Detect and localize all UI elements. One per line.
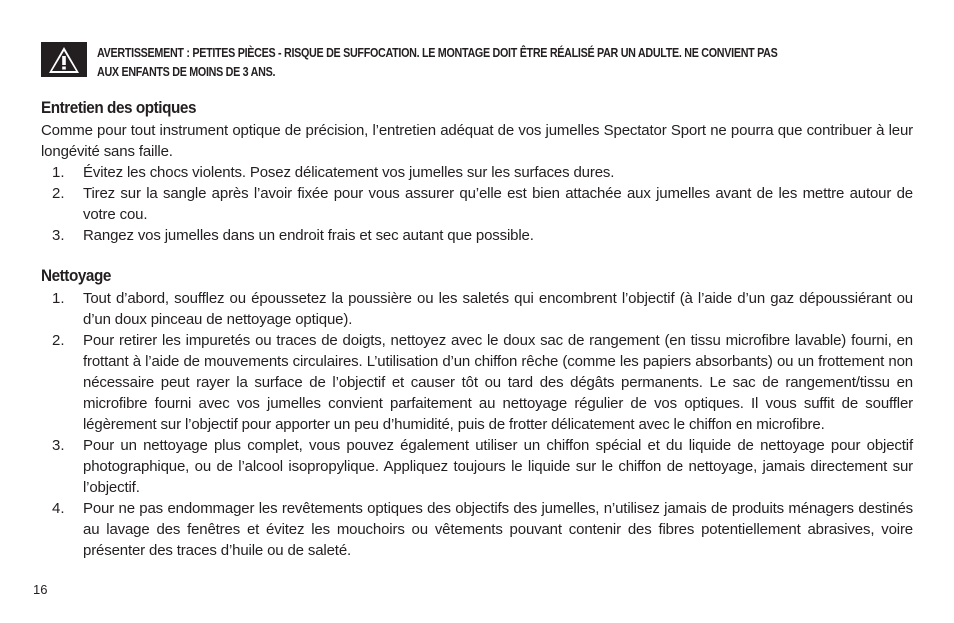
list-item bbox=[41, 330, 913, 435]
warning-text: AVERTISSEMENT : PETITES PIÈCES - RISQUE DE SUFFOCATION. LE MONTAGE DOIT ÊTRE RÉALISÉ PAR UN ADULTE. NE CONVIENT PAS AUX ENFANTS DE MOINS DE 3 ANS. bbox=[97, 46, 778, 79]
item-text: Pour retirer les impuretés ou traces de doigts, nettoyez avec le doux sac de rangement (en tissu microfibre lavable) fourni, en frottant à l’aide de mouvements circulaires. L’utilisation d’un chiffon rêche (comme les papiers absorbants) ou un frottement non nécessaire peut rayer la surface de l’objectif et causer tôt ou tard des dégâts permanents. Le sac de rangement/tissu en microfibre fourni avec vos jumelles convient parfaitement au nettoyage régulier de vos optiques. Il vous suffit de souffler légèrement sur l’objectif pour apporter un peu d’humidité, puis de frotter délicatement avec le chiffon en microfibre. bbox=[83, 332, 913, 433]
list-item bbox=[41, 288, 913, 330]
content bbox=[41, 96, 913, 561]
list-item bbox=[41, 435, 913, 498]
item-number: 1. bbox=[52, 290, 65, 307]
list-item bbox=[41, 162, 913, 183]
list-item bbox=[41, 498, 913, 561]
care-list bbox=[41, 162, 913, 246]
item-number: 3. bbox=[52, 437, 65, 454]
item-number: 4. bbox=[52, 500, 65, 517]
item-text: Pour ne pas endommager les revêtements optiques des objectifs des jumelles, n’utilisez jamais de produits ménagers destinés au lavage des fenêtres et évitez les mouchoirs ou vêtements pouvant contenir des fibres potentiellement abrasives, voire présenter des traces d’huile ou de saleté. bbox=[83, 500, 913, 559]
item-text: Évitez les chocs violents. Posez délicatement vos jumelles sur les surfaces dures. bbox=[83, 164, 615, 181]
item-number: 3. bbox=[52, 227, 65, 244]
section-title-care: Entretien des optiques bbox=[41, 98, 197, 117]
warning-block bbox=[41, 42, 913, 82]
section-title-cleaning: Nettoyage bbox=[41, 266, 111, 285]
list-item bbox=[41, 225, 913, 246]
item-number: 2. bbox=[52, 332, 65, 349]
warning-triangle-icon bbox=[41, 42, 87, 77]
item-text: Rangez vos jumelles dans un endroit frais et sec autant que possible. bbox=[83, 227, 534, 244]
cleaning-list bbox=[41, 288, 913, 561]
item-text: Pour un nettoyage plus complet, vous pouvez également utiliser un chiffon spécial et du liquide de nettoyage pour objectif photographique, ou de l’alcool isopropylique. Appliquez toujours le liquide sur le chiffon de nettoyage, jamais directement sur l’objectif. bbox=[83, 437, 913, 496]
item-text: Tirez sur la sangle après l’avoir fixée pour vous assurer qu’elle est bien attachée aux jumelles avant de les mettre autour de votre cou. bbox=[83, 185, 913, 223]
item-number: 2. bbox=[52, 185, 65, 202]
list-item bbox=[41, 183, 913, 225]
item-number: 1. bbox=[52, 164, 65, 181]
page-number: 16 bbox=[33, 582, 48, 597]
item-text: Tout d’abord, soufflez ou époussetez la poussière ou les saletés qui encombrent l’objectif (à l’aide d’un gaz dépoussiérant ou d’un doux pinceau de nettoyage optique). bbox=[83, 290, 913, 328]
section-intro: Comme pour tout instrument optique de précision, l’entretien adéquat de vos jumelles Spectator Sport ne pourra que contribuer à leur longévité sans faille. bbox=[41, 122, 913, 160]
